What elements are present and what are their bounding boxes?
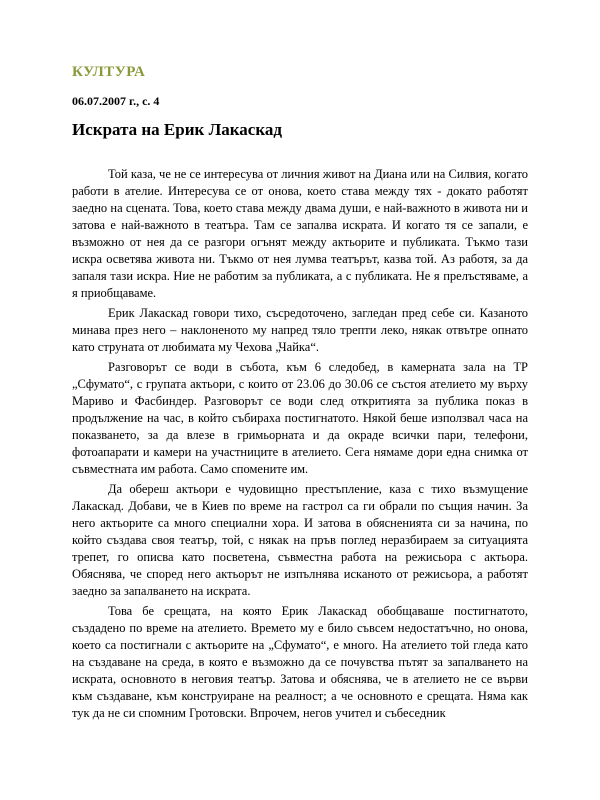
article-body	[72, 166, 528, 725]
article-title: Искрата на Ерик Лакаскад	[72, 120, 282, 139]
article-paragraph: Ерик Лакаскад говори тихо, съсредоточено, загледан пред себе си. Казаното минава през него – наклоненото му напред тяло трепти леко, някак отвътре опнато като струната от любимата му Чехова „Чайка“.	[72, 306, 528, 354]
article-paragraph: Да обереш актьори е чудовищно престъпление, каза с тихо възмущение Лакаскад. Добави, че в Киев по време на гастрол са ги обрали по същия начин. За него актьорите са много специални хора. И затова в обясненията си за начина, по който създава своя театър, той, с някак на пръв поглед неразбираем за ситуацията трепет, го описва като посветена, съвместна работа на режисьора с актьора. Обяснява, че според него актьорът не изпълнява исканото от режисьора, а работят заедно за запалването на искрата.	[72, 482, 528, 598]
article-paragraph: Разговорът се води в събота, към 6 следобед, в камерната зала на ТР „Сфумато“, с групата актьори, с които от 23.06 до 30.06 се състоя ателието му върху Мариво и Фасбиндер. Разговорът се води след откритията за публика показ в продължение на час, в който събираха постигнатото. Някой беше използвал часа на показването, за да влезе в гримьорната и да окраде всички пари, телефони, фотоапарати и камери на участниците в ателието. Сега нямаме дори една снимка от съвместната им работа. Само спомените им.	[72, 360, 528, 476]
article-date-page: 06.07.2007 г., с. 4	[72, 94, 160, 108]
article-paragraph: Това бе срещата, на която Ерик Лакаскад обобщаваше постигнатото, създадено по време на ателието. Времето му е било съвсем недостатъчно, но онова, което са постигнали с актьорите на „Сфумато“, е много. На ателиeто той гледа като на създаване на среда, в която е възможно да се почувства пътят за запалването на искрата, основното в неговия театър. Затова и обяснява, че в ателието не се върви към създаване, към конструиране на реалност; а че основното е срещата. Няма как тук да не си спомним Гротовски. Впрочем, негов учител и събеседник	[72, 604, 528, 720]
article-paragraph: Той каза, че не се интересува от личния живот на Диана или на Силвия, когато работи в ателие. Интересува се от онова, което става между тях - докато работят заедно на сцената. Това, което става между двама души, е най-важното в живота ни и затова е най-важното в театъра. Там се запалва искрата. И когато тя се запали, е възможно от нея да се разгори огънят между актьорите и публиката. Тъкмо тази искра осветява живота ни. Тъкмо от нея лумва театърът, казва той. Аз работя, за да запаля тази искра. Ние не работим за публиката, а с публиката. Не я прелъстяваме, а я приобщаваме.	[72, 167, 528, 300]
section-logo: КУЛТУРА	[72, 64, 146, 80]
